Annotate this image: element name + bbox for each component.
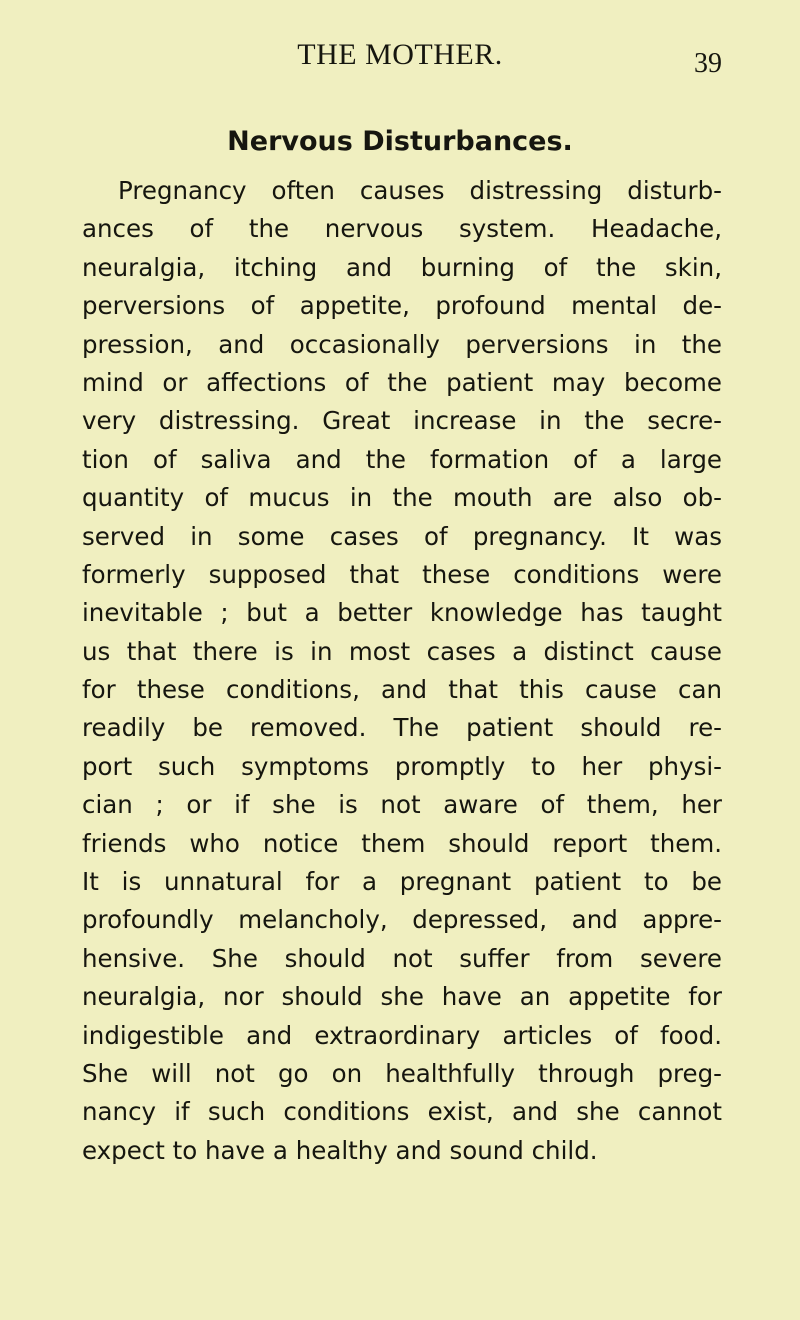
text-line: friends who notice them should report them. [82,828,722,858]
text-line: us that there is in most cases a distinct cause [82,636,722,666]
text-line: served in some cases of pregnancy. It was [82,521,722,551]
text-line: formerly supposed that these conditions were [82,559,722,589]
text-line: cian ; or if she is not aware of them, her [82,790,722,820]
text-line: pression, and occasionally perversions in the [82,329,722,359]
text-line: neuralgia, itching and burning of the skin, [82,252,722,282]
page-number: 39 [694,48,722,79]
text-line: It is unnatural for a pregnant patient to be [82,867,722,897]
text-line: nancy if such conditions exist, and she cannot [82,1097,722,1127]
text-line: indigestible and extraordinary articles of food. [82,1020,722,1050]
text-line: perversions of appetite, profound mental de- [82,291,722,321]
text-line: hensive. She should not suffer from severe [82,943,722,973]
text-line: tion of saliva and the formation of a large [82,444,722,474]
text-line: mind or affections of the patient may become [82,367,722,397]
text-line: ances of the nervous system. Headache, [82,214,722,244]
text-line: quantity of mucus in the mouth are also ob- [82,483,722,513]
section-heading: Nervous Disturbances. [227,126,573,157]
text-line: She will not go on healthfully through preg- [82,1058,722,1088]
text-line: Pregnancy often causes distressing disturb- [118,176,722,205]
text-line: expect to have a healthy and sound child. [82,1135,598,1165]
running-head [0,38,800,78]
text-line: port such symptoms promptly to her physi- [82,751,722,781]
text-line: readily be removed. The patient should re- [82,713,722,743]
text-line: for these conditions, and that this cause can [82,675,722,705]
text-line: neuralgia, nor should she have an appetite for [82,982,722,1012]
body-paragraph [82,172,722,1170]
text-line: profoundly melancholy, depressed, and appre- [82,905,722,935]
text-line: very distressing. Great increase in the secre- [82,406,722,436]
running-title: THE MOTHER. [297,38,503,71]
text-line: inevitable ; but a better knowledge has taught [82,598,722,628]
